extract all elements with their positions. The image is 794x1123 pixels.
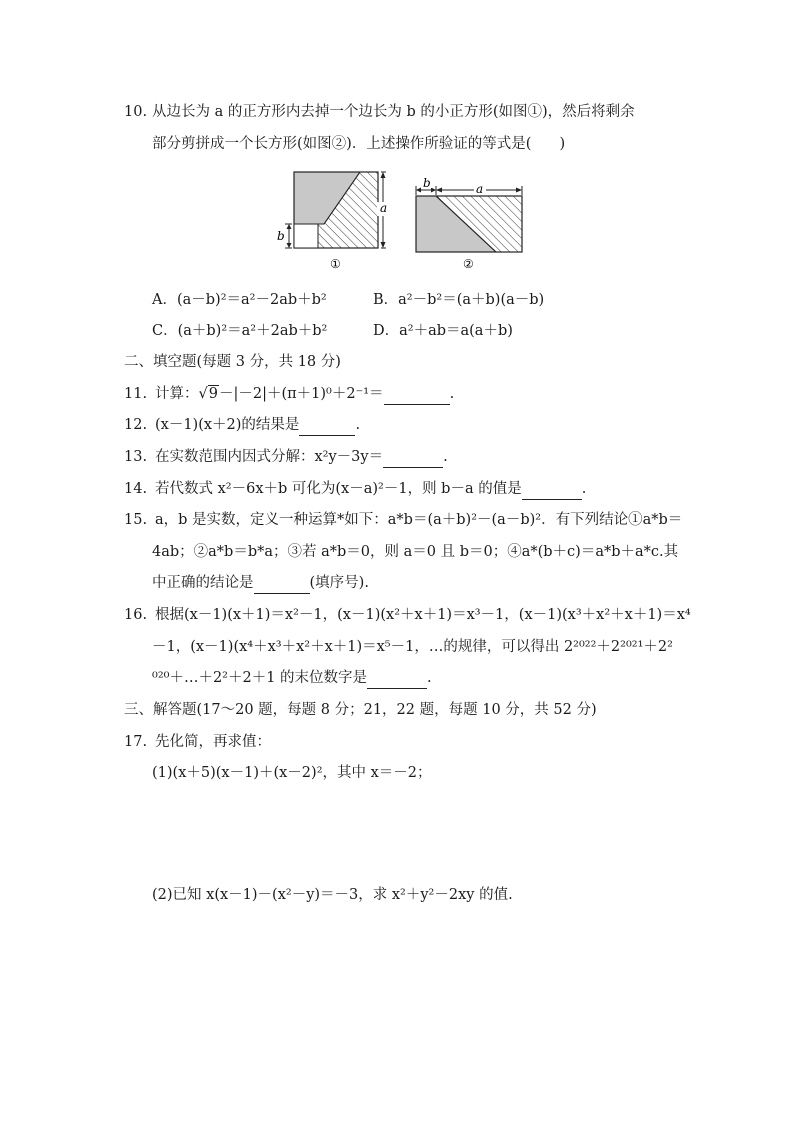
question-17-part-1: (1)(x＋5)(x－1)＋(x－2)²，其中 x＝－2； — [152, 765, 432, 781]
question-15-line3b: (填序号). — [309, 575, 369, 591]
question-11: 计算：√9－|－2|＋(π＋1)⁰＋2⁻¹＝ . — [155, 384, 454, 405]
option-b: B．a²－b²＝(a＋b)(a－b) — [373, 292, 545, 308]
question-17-stem: 先化简，再求值： — [155, 734, 271, 750]
question-12: (x－1)(x＋2)的结果是 . — [155, 415, 360, 436]
option-d: D．a²＋ab＝a(a＋b) — [373, 323, 513, 339]
question-14-text: 若代数式 x²－6x＋b 可化为(x－a)²－1，则 b－a 的值是 — [155, 481, 522, 497]
section-2-heading: 二、填空题(每题 3 分，共 18 分) — [124, 354, 341, 370]
question-15-number: 15. — [124, 512, 148, 528]
radicand: 9 — [208, 386, 218, 402]
question-12-text: (x－1)(x＋2)的结果是 — [155, 417, 300, 433]
figure-2 — [408, 176, 532, 272]
question-11-expression: －|－2|＋(π＋1)⁰＋2⁻¹＝ — [218, 386, 384, 402]
question-13-text: 在实数范围内因式分解：x²y－3y＝ — [155, 449, 384, 465]
question-10-line2 — [152, 134, 565, 154]
question-17-number: 17. — [124, 734, 148, 750]
question-16-line3: ⁰²⁰＋…＋2²＋2＋1 的末位数字是 . — [152, 668, 432, 689]
answer-blank-14 — [522, 479, 582, 500]
question-11-prefix: 计算： — [155, 386, 199, 402]
question-15-line1: a，b 是实数，定义一种运算*如下：a*b＝(a＋b)²－(a－b)²．有下列结论①a*b＝ — [155, 512, 683, 528]
answer-blank-13 — [383, 447, 443, 468]
question-13-number: 13. — [124, 449, 148, 465]
question-12-number: 12. — [124, 417, 148, 433]
figure-1 — [276, 166, 392, 272]
question-16-line2: －1，(x－1)(x⁴＋x³＋x²＋x＋1)＝x⁵－1，…的规律，可以得出 2²⁰²²＋2²⁰²¹＋2² — [152, 639, 673, 655]
answer-blank-12 — [299, 415, 355, 436]
question-16-line3-text: ⁰²⁰＋…＋2²＋2＋1 的末位数字是 — [152, 670, 368, 686]
figure-2-label-a: a — [476, 182, 484, 196]
question-16-number: 16. — [124, 607, 148, 623]
question-17-part-2: (2)已知 x(x－1)－(x²－y)＝－3，求 x²＋y²－2xy 的值. — [152, 887, 513, 903]
figure-1-label-b: b — [277, 229, 285, 243]
question-16-line1: 根据(x－1)(x＋1)＝x²－1，(x－1)(x²＋x＋1)＝x³－1，(x－1)(x³＋x²＋x＋1)＝x⁴ — [155, 607, 691, 623]
question-10-line2-end: ) — [559, 136, 566, 152]
question-10-line2-text: 部分剪拼成一个长方形(如图②)．上述操作所验证的等式是( — [152, 136, 532, 152]
figure-1-small-square — [294, 224, 318, 248]
question-11-number: 11. — [124, 386, 148, 402]
answer-blank-16 — [367, 668, 427, 689]
figure-2-caption: ② — [463, 257, 474, 271]
figure-1-label-a: a — [380, 201, 388, 215]
question-15-line3 — [152, 573, 369, 594]
answer-blank-15 — [254, 573, 310, 594]
option-a: A．(a－b)²＝a²－2ab＋b² — [152, 292, 327, 308]
sqrt-sign: √9 — [198, 386, 218, 402]
answer-blank-11 — [384, 384, 450, 405]
question-14-number: 14. — [124, 481, 148, 497]
figure-2-label-b: b — [423, 176, 431, 190]
question-10-line1: 从边长为 a 的正方形内去掉一个边长为 b 的小正方形(如图①)，然后将剩余 — [152, 104, 635, 120]
question-13: 在实数范围内因式分解：x²y－3y＝ . — [155, 447, 448, 468]
question-14: 若代数式 x²－6x＋b 可化为(x－a)²－1，则 b－a 的值是 . — [155, 479, 586, 500]
option-c: C．(a＋b)²＝a²＋2ab＋b² — [152, 323, 328, 339]
section-3-heading: 三、解答题(17～20 题，每题 8 分；21，22 题，每题 10 分，共 52 分) — [124, 702, 597, 718]
question-15-line2: 4ab；②a*b＝b*a；③若 a*b＝0，则 a＝0 且 b＝0；④a*(b＋c)＝a*b＋a*c.其 — [152, 544, 679, 560]
question-10-number: 10. — [124, 104, 148, 120]
question-15-line3a: 中正确的结论是 — [152, 575, 254, 591]
figure-1-caption: ① — [330, 257, 341, 271]
